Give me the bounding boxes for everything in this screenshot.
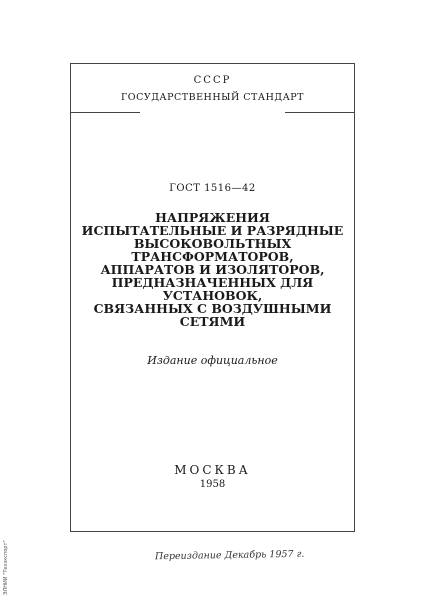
header-divider-right xyxy=(285,112,355,113)
handwritten-reprint-note: Переиздание Декабрь 1957 г. xyxy=(154,548,305,563)
side-stamp: ЭЛНИИ "Техэкспорт" xyxy=(3,540,9,595)
gost-code: ГОСТ 1516—42 xyxy=(169,183,256,194)
title-line: ВЫСОКОВОЛЬТНЫХ ТРАНСФОРМАТОРОВ, xyxy=(131,236,294,264)
standard-type-label: ГОСУДАРСТВЕННЫЙ СТАНДАРТ xyxy=(121,92,304,103)
title-line: ИСПЫТАТЕЛЬНЫЕ И РАЗРЯДНЫЕ xyxy=(81,223,344,238)
header-divider-left xyxy=(70,112,140,113)
title-line: ПРЕДНАЗНАЧЕННЫХ ДЛЯ УСТАНОВОК, xyxy=(111,275,314,303)
publication-city: МОСКВА xyxy=(174,463,251,477)
title-line: НАПРЯЖЕНИЯ xyxy=(155,210,270,225)
publication-year: 1958 xyxy=(199,479,226,490)
country-label: СССР xyxy=(193,75,232,86)
document-title xyxy=(75,211,350,328)
edition-label: Издание официальное xyxy=(147,354,278,367)
title-line: СВЯЗАННЫХ С ВОЗДУШНЫМИ СЕТЯМИ xyxy=(93,301,332,329)
title-line: АППАРАТОВ И ИЗОЛЯТОРОВ, xyxy=(100,262,325,277)
